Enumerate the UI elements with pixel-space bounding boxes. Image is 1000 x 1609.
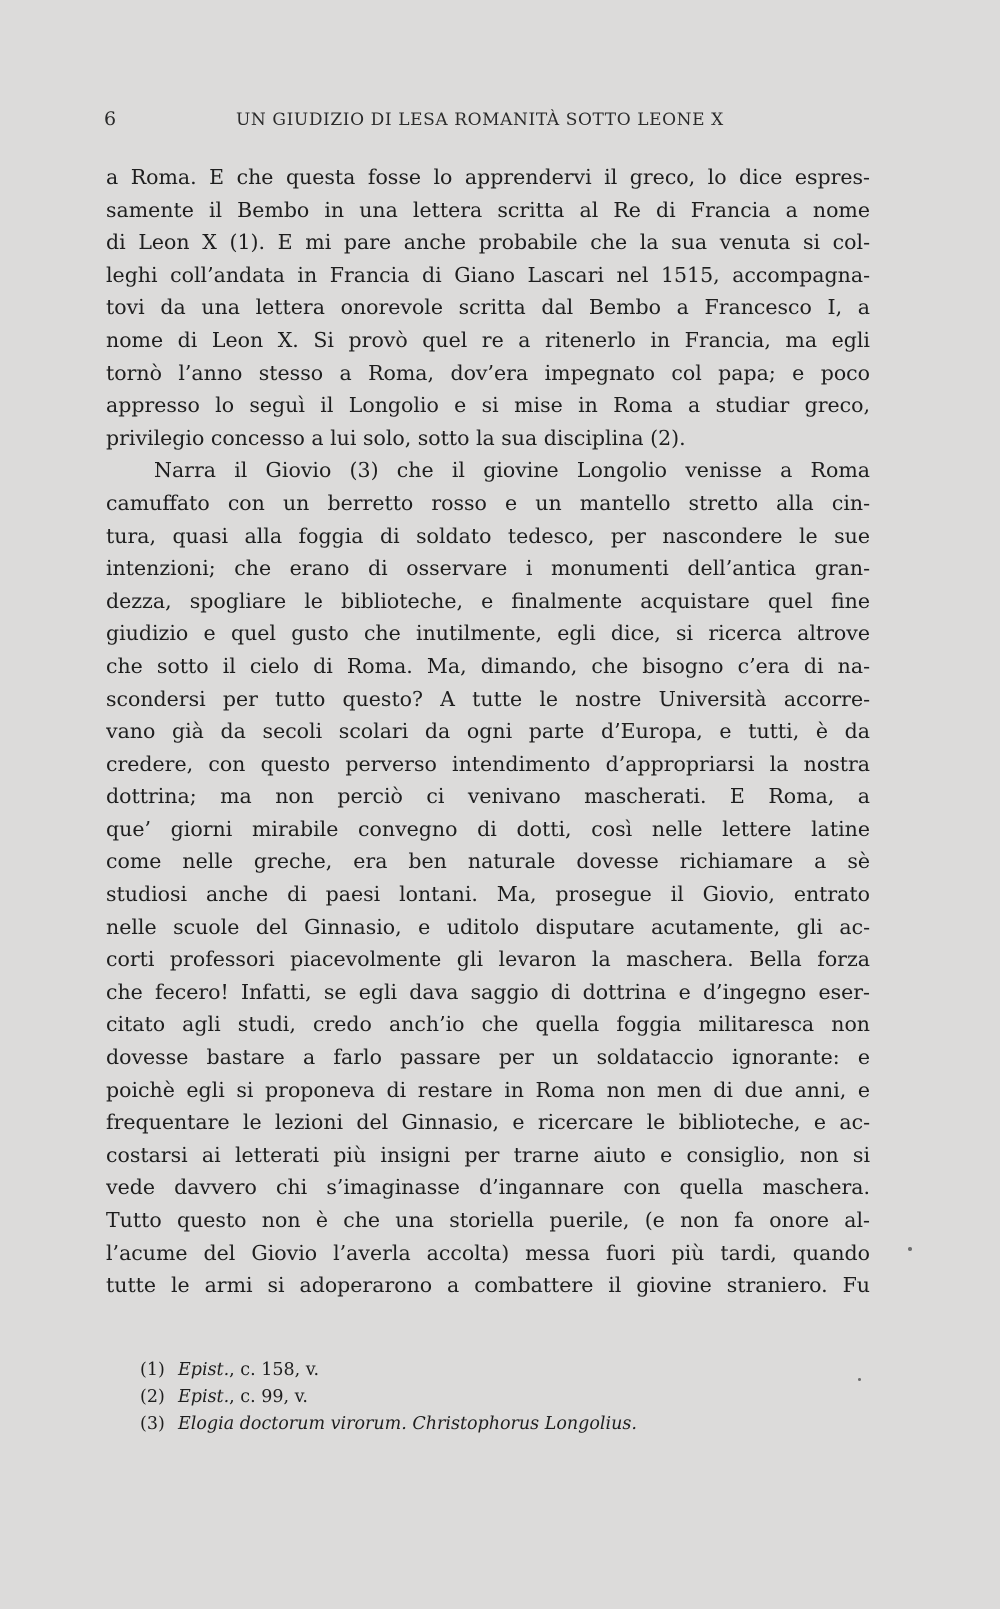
text-line: dovesse bastare a farlo passare per un soldataccio ignorante: e — [106, 1045, 870, 1070]
text-line: come nelle greche, era ben naturale dovesse richiamare a sè — [106, 849, 870, 874]
text-line: tornò l’anno stesso a Roma, dov’era impegnato col papa; e poco — [106, 360, 870, 385]
footnote-title: Elogia doctorum virorum. Christophorus Longolius. — [178, 1414, 637, 1434]
text-line: studiosi anche di paesi lontani. Ma, prosegue il Giovio, entrato — [106, 882, 870, 907]
text-line: citato agli studi, credo anch’io che quella foggia militaresca non — [106, 1012, 870, 1037]
text-line: Tutto questo non è che una storiella puerile, (e non fa onore al- — [106, 1208, 870, 1232]
text-line: di Leon X (1). E mi pare anche probabile che la sua venuta si col- — [106, 230, 870, 255]
text-line: costarsi ai letterati più insigni per trarne aiuto e consiglio, non si — [106, 1142, 870, 1167]
text-line: tura, quasi alla foggia di soldato tedesco, per nascondere le sue — [106, 523, 870, 548]
text-line: vano già da secoli scolari da ogni parte d’Europa, e tutti, è da — [106, 719, 870, 744]
footnote-ref: , c. 158, v. — [229, 1360, 320, 1380]
text-line: leghi coll’andata in Francia di Giano Lascari nel 1515, accompagna- — [106, 262, 870, 287]
paper-speck — [858, 1378, 861, 1381]
text-line: giudizio e quel gusto che inutilmente, egli dice, si ricerca altrove — [106, 621, 870, 646]
running-title: UN GIUDIZIO DI LESA ROMANITÀ SOTTO LEONE X — [236, 110, 724, 130]
footnotes — [140, 1357, 840, 1438]
text-line: nome di Leon X. Si provò quel re a ritenerlo in Francia, ma egli — [106, 327, 870, 352]
text-line: camuffato con un berretto rosso e un mantello stretto alla cin- — [106, 490, 870, 515]
text-line: nelle scuole del Ginnasio, e uditolo disputare acutamente, gli ac- — [106, 914, 870, 939]
text-line: que’ giorni mirabile convegno di dotti, così nelle lettere latine — [106, 816, 870, 841]
text-line: samente il Bembo in una lettera scritta al Re di Francia a nome — [106, 197, 870, 222]
footnote-title: Epist. — [178, 1360, 230, 1380]
text-line: a Roma. E che questa fosse lo apprendervi il greco, lo dice espres- — [106, 165, 870, 189]
text-line: appresso lo seguì il Longolio e si mise in Roma a studiar greco, — [106, 393, 870, 418]
paper-speck — [908, 1247, 912, 1251]
footnote-mark: (2) — [140, 1387, 165, 1407]
text-line: che fecero! Infatti, se egli dava saggio di dottrina e d’ingegno eser- — [106, 979, 870, 1004]
footnote — [140, 1357, 840, 1384]
text-line: dottrina; ma non perciò ci venivano mascherati. E Roma, a — [106, 784, 870, 809]
text-line: privilegio concesso a lui solo, sotto la sua disciplina (2). — [106, 425, 686, 450]
text-line: tutte le armi si adoperarono a combattere il giovine straniero. Fu — [106, 1273, 870, 1298]
text-line: corti professori piacevolmente gli levaron la maschera. Bella forza — [106, 947, 870, 972]
body-text — [106, 161, 870, 1302]
text-line: l’acume del Giovio l’averla accolta) messa fuori più tardi, quando — [106, 1240, 870, 1265]
footnote-mark: (1) — [140, 1360, 165, 1380]
text-line: tovi da una lettera onorevole scritta dal Bembo a Francesco I, a — [106, 295, 870, 320]
footnote-mark: (3) — [140, 1414, 165, 1434]
text-line: scondersi per tutto questo? A tutte le nostre Università accorre- — [106, 686, 870, 711]
page-number: 6 — [104, 108, 117, 130]
footnote-ref: , c. 99, v. — [229, 1387, 308, 1407]
footnote-title: Epist. — [178, 1387, 230, 1407]
text-line: credere, con questo perverso intendimento d’appropriarsi la nostra — [106, 751, 870, 776]
footnote — [140, 1411, 840, 1438]
text-line: intenzioni; che erano di osservare i monumenti dell’antica gran- — [106, 556, 870, 581]
text-line: frequentare le lezioni del Ginnasio, e ricercare le biblioteche, e ac- — [106, 1110, 870, 1135]
text-line: che sotto il cielo di Roma. Ma, dimando, che bisogno c’era di na- — [106, 653, 870, 678]
text-line: poichè egli si proponeva di restare in Roma non men di due anni, e — [106, 1077, 870, 1102]
footnote — [140, 1384, 840, 1411]
text-line: vede davvero chi s’imaginasse d’ingannare con quella maschera. — [106, 1175, 870, 1200]
running-head — [104, 108, 864, 138]
text-line: dezza, spogliare le biblioteche, e finalmente acquistare quel fine — [106, 588, 870, 613]
text-line: Narra il Giovio (3) che il giovine Longolio venisse a Roma — [154, 458, 870, 483]
